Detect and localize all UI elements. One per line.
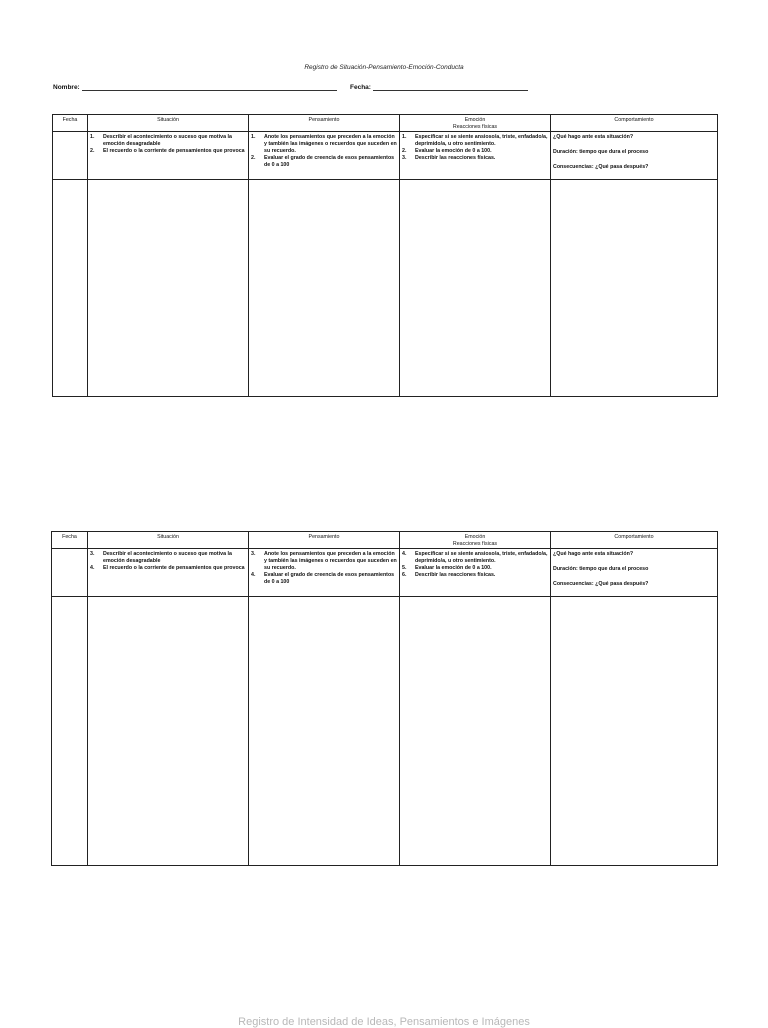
entry-cell-pensamiento[interactable] (249, 596, 400, 865)
header-pensamiento (249, 532, 400, 549)
header-comportamiento (551, 532, 718, 549)
instruction-row (53, 132, 718, 180)
item-number: 1. (402, 134, 407, 140)
item-text: Describir el acontecimiento o suceso que motiva la emoción desagradable (103, 551, 232, 564)
nombre-field[interactable] (53, 84, 337, 91)
item-number: 4. (251, 571, 256, 578)
pensamiento-list (251, 551, 397, 585)
instruction-pensamiento (249, 549, 400, 597)
item-text: Evaluar la emoción de 0 a 100. (415, 147, 492, 154)
item-text: Anote los pensamientos que preceden a la emoción y también las imágenes o recuerdos que suceden en su recuerdo. (264, 551, 397, 571)
item-text: Evaluar la emoción de 0 a 100. (415, 564, 492, 571)
header-emocion-text: Emoción (464, 534, 486, 540)
comportamiento-prompt: ¿Qué hago ante esta situación? (553, 551, 634, 557)
header-row (53, 115, 718, 132)
entry-cell-emocion[interactable] (400, 596, 551, 865)
situacion-list (90, 134, 246, 155)
list-item (251, 551, 397, 572)
entry-cell-emocion[interactable] (400, 179, 551, 396)
item-text: Describir las reacciones físicas. (415, 154, 496, 161)
item-text: Especificar si se siente ansioso/a, triste, enfadado/a, deprimido/a, u otro sentimiento. (415, 551, 548, 564)
fecha-label: Fecha: (350, 84, 371, 91)
item-number: 1. (251, 134, 256, 140)
item-number: 2. (402, 147, 407, 154)
entry-row (52, 596, 718, 865)
situacion-list (90, 551, 246, 572)
list-item (90, 148, 246, 155)
list-item (402, 565, 548, 572)
list-item (251, 155, 397, 169)
list-item (402, 148, 548, 155)
entry-row (53, 179, 718, 396)
entry-cell-fecha[interactable] (52, 596, 88, 865)
instruction-emocion (400, 132, 551, 180)
list-item (402, 572, 548, 579)
header-emocion-text: Emoción (464, 117, 486, 123)
item-text: El recuerdo o la corriente de pensamientos que provoca (103, 564, 245, 571)
list-item (402, 134, 548, 148)
list-item (90, 134, 246, 148)
header-fecha-text: Fecha (62, 117, 78, 123)
nombre-line (82, 84, 337, 91)
pensamiento-list (251, 134, 397, 168)
header-comportamiento-text: Comportamiento (614, 117, 654, 123)
item-text: Especificar si se siente ansioso/a, triste, enfadado/a, deprimido/a, u otro sentimiento. (415, 134, 548, 147)
header-comportamiento-text: Comportamiento (614, 534, 654, 540)
item-number: 4. (90, 564, 95, 571)
comportamiento-prompt: ¿Qué hago ante esta situación? (553, 134, 634, 140)
emocion-list (402, 551, 548, 579)
instruction-emocion (400, 549, 551, 597)
item-text: Describir las reacciones físicas. (415, 571, 496, 578)
item-number: 2. (90, 147, 95, 154)
registro-table-2 (51, 531, 718, 866)
header-situacion (88, 532, 249, 549)
header-fecha (52, 532, 88, 549)
item-number: 2. (251, 154, 256, 161)
emocion-list (402, 134, 548, 162)
instruction-comportamiento (551, 549, 718, 597)
header-fecha-text: Fecha (62, 534, 77, 540)
registro-table-1 (52, 114, 718, 397)
comportamiento-prompt: Consecuencias: ¿Qué pasa después? (553, 580, 649, 587)
item-number: 1. (90, 134, 95, 140)
item-number: 5. (402, 564, 407, 571)
footer-caption: Registro de Intensidad de Ideas, Pensamientos e Imágenes (238, 1016, 530, 1028)
entry-cell-situacion[interactable] (88, 596, 249, 865)
header-emocion (400, 115, 551, 132)
header-comportamiento (551, 115, 718, 132)
item-text: Describir el acontecimiento o suceso que motiva la emoción desagradable (103, 134, 232, 147)
instruction-pensamiento (249, 132, 400, 180)
header-emocion-text: Reacciones físicas (452, 123, 498, 130)
item-text: Evaluar el grado de creencia de esos pensamientos de 0 a 100 (264, 571, 395, 585)
item-text: El recuerdo o la corriente de pensamientos que provoca (103, 147, 245, 154)
header-emocion (400, 532, 551, 549)
list-item (251, 134, 397, 155)
header-emocion-text: Reacciones físicas (452, 540, 498, 547)
nombre-label: Nombre: (53, 84, 80, 91)
instruction-situacion (88, 132, 249, 180)
item-number: 3. (402, 154, 407, 161)
header-pensamiento-text: Pensamiento (308, 117, 340, 123)
document-title: Registro de Situación-Pensamiento-Emoción-Conducta (304, 64, 464, 71)
instruction-fecha (52, 549, 88, 597)
instruction-comportamiento (551, 132, 718, 180)
header-situacion (88, 115, 249, 132)
comportamiento-prompt: Duración: tiempo que dura el proceso (553, 148, 649, 155)
fecha-field[interactable] (350, 84, 528, 91)
instruction-fecha (53, 132, 88, 180)
list-item (402, 551, 548, 565)
item-number: 3. (251, 551, 256, 557)
item-text: Evaluar el grado de creencia de esos pensamientos de 0 a 100 (264, 154, 395, 168)
comportamiento-prompt: Duración: tiempo que dura el proceso (553, 565, 649, 572)
header-pensamiento (249, 115, 400, 132)
list-item (251, 572, 397, 586)
entry-cell-situacion[interactable] (88, 179, 249, 396)
entry-cell-pensamiento[interactable] (249, 179, 400, 396)
instruction-situacion (88, 549, 249, 597)
header-row (52, 532, 718, 549)
instruction-row (52, 549, 718, 597)
fecha-line (373, 84, 528, 91)
header-situacion-text: Situación (157, 117, 179, 123)
list-item (90, 565, 246, 572)
item-text: Anote los pensamientos que preceden a la emoción y también las imágenes o recuerdos que suceden en su recuerdo. (264, 134, 397, 154)
entry-cell-comportamiento[interactable] (551, 179, 718, 396)
item-number: 3. (90, 551, 95, 557)
list-item (402, 155, 548, 162)
entry-cell-fecha[interactable] (53, 179, 88, 396)
entry-cell-comportamiento[interactable] (551, 596, 718, 865)
item-number: 4. (402, 551, 407, 557)
header-pensamiento-text: Pensamiento (308, 534, 340, 540)
header-situacion-text: Situación (157, 534, 179, 540)
list-item (90, 551, 246, 565)
comportamiento-prompt: Consecuencias: ¿Qué pasa después? (553, 163, 649, 170)
item-number: 6. (402, 571, 407, 578)
header-fecha (53, 115, 88, 132)
